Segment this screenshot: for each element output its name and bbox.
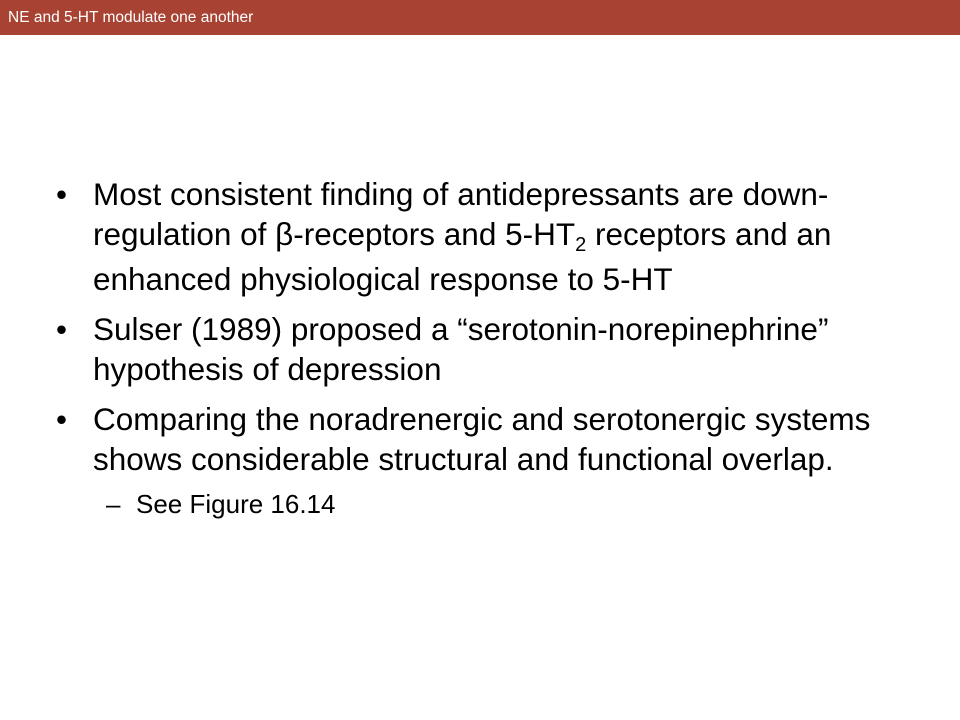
bullet-item [56,174,926,299]
sub-bullet-text: See Figure 16.14 [136,489,336,519]
bullet-item [56,399,926,479]
bullet-text [93,174,926,299]
bullet-text-part: Most consistent finding of antidepressants are down-regulation of β-receptors and 5-HT [93,176,829,252]
slide-content [56,174,926,522]
bullet-marker: • [56,401,68,437]
dash-marker: – [106,489,121,519]
bullet-text: Sulser (1989) proposed a “serotonin-norepinephrine” hypothesis of depression [93,311,829,387]
sub-bullet-item [56,486,926,522]
bullet-marker: • [56,176,68,212]
bullet-marker: • [56,311,68,347]
bullet-text-part: receptors and an enhanced physiological response to 5-HT [93,216,832,297]
slide-title: NE and 5-HT modulate one another [8,9,254,26]
bullet-text: Comparing the noradrenergic and serotonergic systems shows considerable structural and functional overlap. [93,401,871,477]
subscript: 2 [575,234,587,256]
title-bar [0,0,960,35]
bullet-item [56,309,926,389]
